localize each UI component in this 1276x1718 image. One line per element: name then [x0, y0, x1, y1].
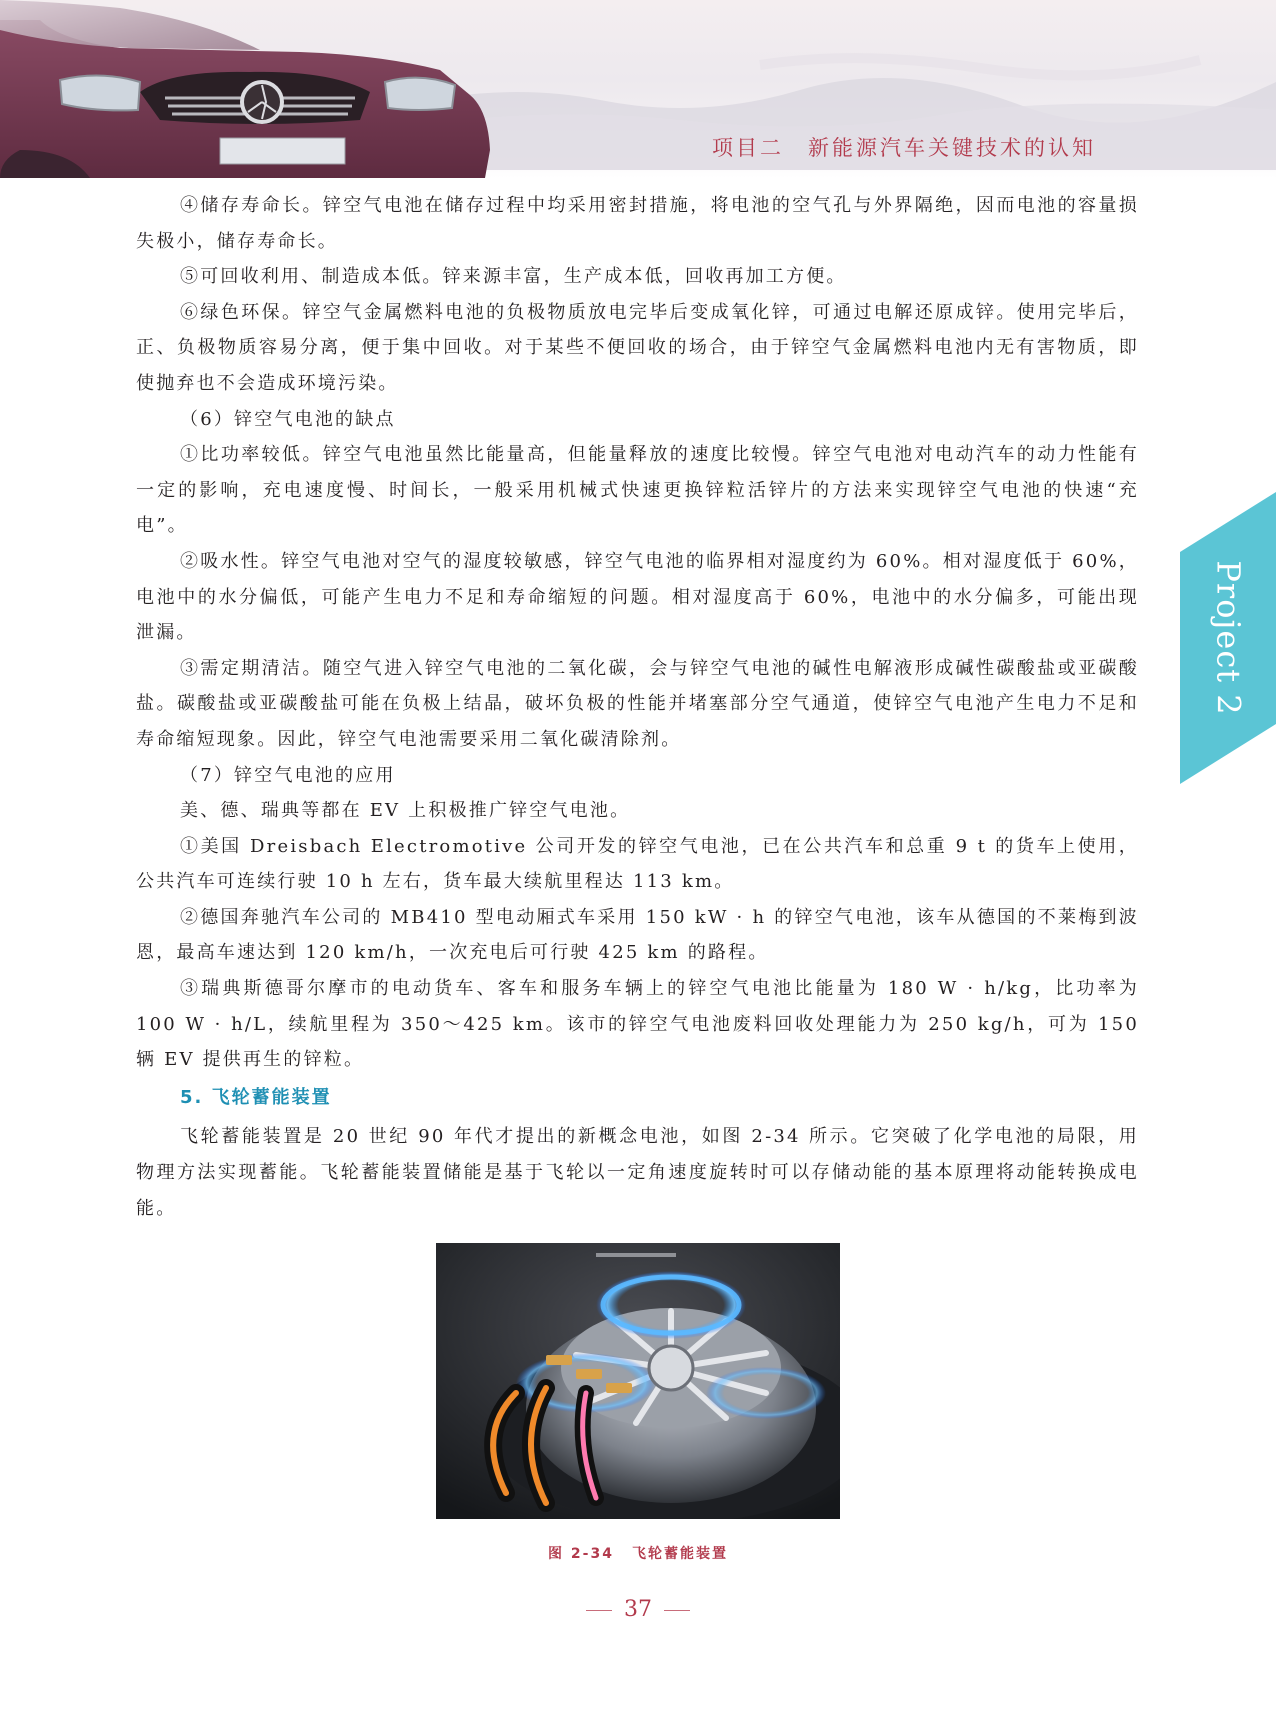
subheading-disadvantages: （6）锌空气电池的缺点: [180, 408, 396, 430]
page-number-dash-left: [586, 1610, 612, 1611]
paragraph-cleaning: ③需定期清洁。随空气进入锌空气电池的二氧化碳，会与锌空气电池的碱性电解液形成碱性碳酸盐或亚碳酸盐。碳酸盐或亚碳酸盐可能在负极上结晶，破坏负极的性能并堵塞部分空气通道，使锌空气电池产生电力不足和寿命缩短现象。因此，锌空气电池需要采用二氧化碳清除剂。: [136, 657, 1139, 750]
paragraph-usa: ①美国 Dreisbach Electromotive 公司开发的锌空气电池，已在公共汽车和总重 9 t 的货车上使用，公共汽车可连续行驶 10 h 左右，货车最大续航里程达 113 km。: [136, 835, 1139, 893]
figure-title: 飞轮蓄能装置: [631, 1546, 728, 1562]
paragraph-low-power: ①比功率较低。锌空气电池虽然比能量高，但能量释放的速度比较慢。锌空气电池对电动汽车的动力性能有一定的影响，充电速度慢、时间长，一般采用机械式快速更换锌粒活锌片的方法来实现锌空气电池的快速“充电”。: [136, 444, 1139, 537]
page-number-dash-right: [664, 1610, 690, 1611]
car-photo: [0, 0, 500, 178]
figure-caption: [436, 1543, 840, 1563]
page-number: [0, 1597, 1276, 1622]
section-heading-flywheel: 5. 飞轮蓄能装置: [180, 1086, 332, 1108]
paragraph-green: ⑥绿色环保。锌空气金属燃料电池的负极物质放电完毕后变成氧化锌，可通过电解还原成锌。使用完毕后，正、负极物质容易分离，便于集中回收。对于某些不便回收的场合，由于锌空气金属燃料电池内无有害物质，即使抛弃也不会造成环境污染。: [136, 301, 1139, 394]
side-tab-label: [1186, 492, 1272, 784]
chapter-header-title: 项目二 新能源汽车关键技术的认知: [712, 136, 1096, 160]
subheading-applications: （7）锌空气电池的应用: [180, 764, 396, 786]
project-label: Project 2: [1210, 560, 1249, 716]
paragraph-countries: 美、德、瑞典等都在 EV 上积极推广锌空气电池。: [180, 800, 631, 822]
page-body: [136, 188, 1139, 1226]
page-number-value: 37: [624, 1597, 652, 1622]
figure-number: 图 2-34: [548, 1546, 614, 1562]
flywheel-figure-image: [436, 1243, 840, 1519]
paragraph-flywheel: 飞轮蓄能装置是 20 世纪 90 年代才提出的新概念电池，如图 2-34 所示。它突破了化学电池的局限，用物理方法实现蓄能。飞轮蓄能装置储能是基于飞轮以一定角速度旋转时可以存储动能的基本原理将动能转换成电能。: [136, 1126, 1139, 1219]
paragraph-recyclable: ⑤可回收利用、制造成本低。锌来源丰富，生产成本低，回收再加工方便。: [180, 266, 847, 288]
paragraph-sweden: ③瑞典斯德哥尔摩市的电动货车、客车和服务车辆上的锌空气电池比能量为 180 W · h/kg，比功率为 100 W · h/L，续航里程为 350～425 km。该市的锌空气电池废料回收处理能力为 250 kg/h，可为 150 辆 EV 提供再生的锌粒。: [136, 978, 1139, 1071]
paragraph-germany: ②德国奔驰汽车公司的 MB410 型电动厢式车采用 150 kW · h 的锌空气电池，该车从德国的不莱梅到波恩，最高车速达到 120 km/h，一次充电后可行驶 425 km 的路程。: [136, 906, 1139, 964]
paragraph-water-absorption: ②吸水性。锌空气电池对空气的湿度较敏感，锌空气电池的临界相对湿度约为 60%。相对湿度低于 60%，电池中的水分偏低，可能产生电力不足和寿命缩短的问题。相对湿度高于 60%，电池中的水分偏多，可能出现泄漏。: [136, 550, 1139, 644]
paragraph-storage-life: ④储存寿命长。锌空气电池在储存过程中均采用密封措施，将电池的空气孔与外界隔绝，因而电池的容量损失极小，储存寿命长。: [136, 195, 1139, 252]
header-banner: [0, 0, 1276, 178]
